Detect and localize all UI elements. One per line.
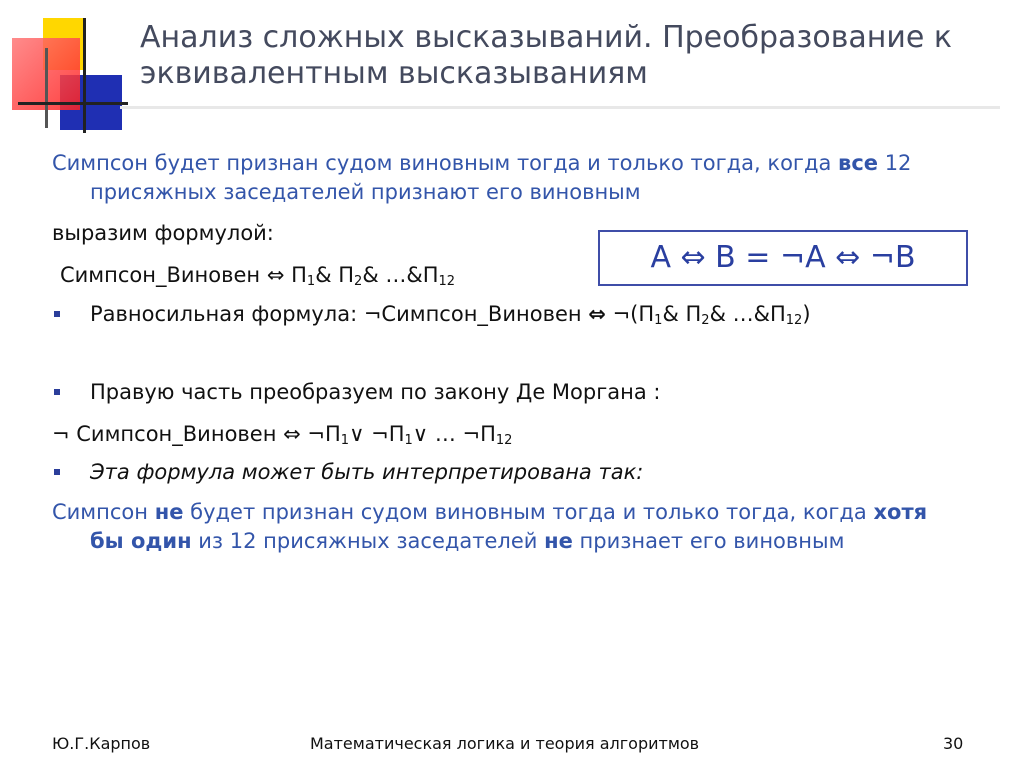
equivalent-formula-item: Равносильная формула: ¬Симпсон_Виновен ⇔ $\neg(П_1\&$ $П_2\&$ $\dots\&П_{12}$) xyxy=(90,302,811,328)
formula-not-guilty: ¬ Симпсон_Виновен ⇔ $\neg П_1\vee$ $\neg П_1\vee$ … $\neg П_{12}$ xyxy=(52,422,513,448)
de-morgan-item: Правую часть преобразуем по закону Де Моргана : xyxy=(90,380,661,404)
footer-author: Ю.Г.Карпов xyxy=(52,734,151,753)
decorative-squares-logo xyxy=(0,0,135,135)
equivalence-formula-box: A ⇔ B = ¬A ⇔ ¬B xyxy=(598,230,968,286)
interpretation-item: Эта формула может быть интерпретирована так: xyxy=(90,460,644,484)
formula-guilty: Симпсон_Виновен ⇔ $П_1\&$ $П_2\&$ $\dots\&П_{12}$ xyxy=(60,263,456,289)
page-number: 30 xyxy=(943,734,964,753)
title-divider xyxy=(120,106,1000,109)
bullet-marker xyxy=(54,389,60,395)
statement-paragraph: Симпсон будет признан судом виновным тогда и только тогда, когда все 12 присяжных заседателей признают его виновным xyxy=(52,151,912,204)
interpretation-paragraph: Симпсон не будет признан судом виновным тогда и только тогда, когда хотя бы один из 12 присяжных заседателей не признает его виновным xyxy=(52,500,928,553)
bullet-marker xyxy=(54,311,60,317)
footer-course: Математическая логика и теория алгоритмов xyxy=(310,734,700,753)
express-label: выразим формулой: xyxy=(52,221,274,245)
bullet-marker xyxy=(54,469,60,475)
page-title: Анализ сложных высказываний. Преобразование к эквивалентным высказываниям xyxy=(140,20,953,91)
